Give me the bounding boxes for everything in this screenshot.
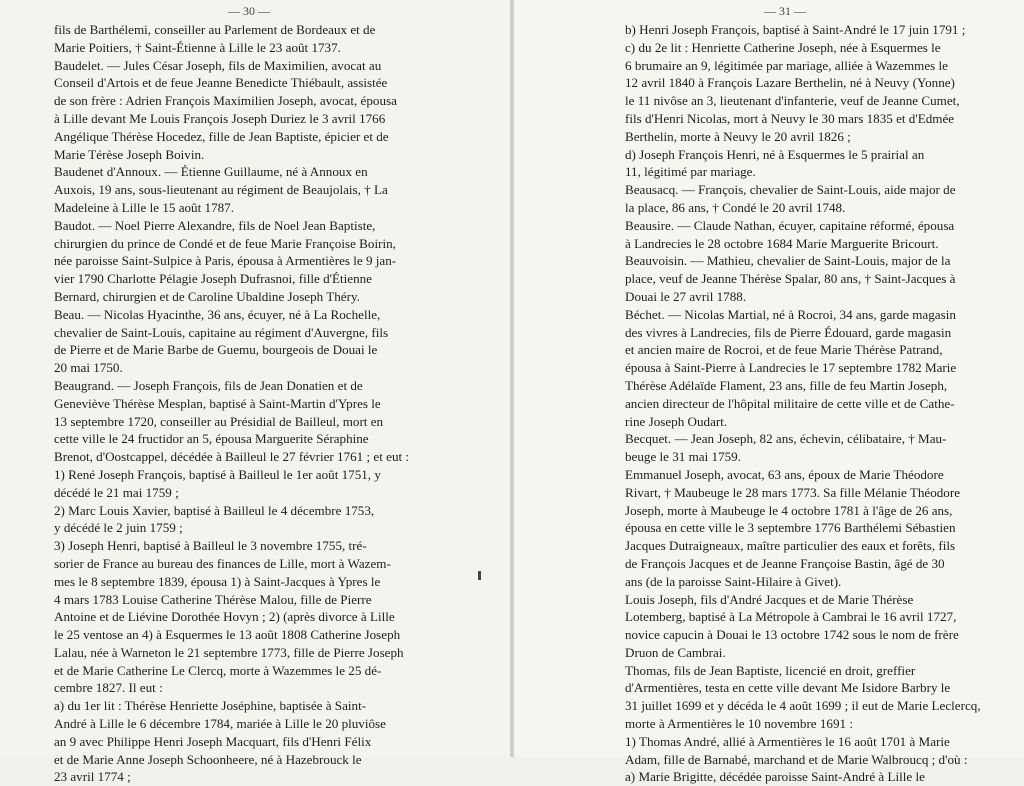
margin-mark [478,571,481,580]
text-line: Joseph, morte à Maubeuge le 4 octobre 1781 à l'âge de 26 ans, [625,502,953,518]
text-line: Jacques Dutraigneaux, maître particulier des eaux et forêts, fils [625,538,956,554]
text-line: et de Marie Anne Joseph Schoonheere, né à Hazebrouck le [54,751,362,767]
text-line: de son frère : Adrien François Maximilien Joseph, avocat, épousa [54,93,397,109]
text-line: de François Jacques et de Jeanne Françoise Bastin, âgé de 30 [625,555,945,571]
text-line: et ancien maire de Rocroi, et de feue Marie Thérèse Patrand, [625,342,943,358]
text-line: 3) Joseph Henri, baptisé à Bailleul le 3 novembre 1755, tré- [54,538,367,554]
text-line: d) Joseph François Henri, né à Esquermes le 5 prairial an [625,146,925,162]
text-line: Geneviève Thérèse Mesplan, baptisé à Saint-Martin d'Ypres le [54,395,381,411]
text-line: Beausacq. — François, chevalier de Saint-Louis, aide major de [625,182,956,198]
text-line: ans (de la paroisse Saint-Hilaire à Givet). [625,573,842,589]
text-line: mes le 8 septembre 1839, épousa 1) à Saint-Jacques à Ypres le [54,573,381,589]
text-line: Baudelet. — Jules César Joseph, fils de Maximilien, avocat au [54,57,382,73]
text-line: 13 septembre 1720, conseiller au Présidial de Bailleul, mort en [54,413,384,429]
text-line: chevalier de Saint-Louis, capitaine au régiment d'Auvergne, fils [54,324,389,340]
right-page [514,0,1024,785]
text-line: Thérèse Adélaïde Flament, 23 ans, fille de feu Martin Joseph, [625,377,948,393]
text-line: 1) Thomas André, allié à Armentières le 16 août 1701 à Marie [625,733,950,749]
text-line: Antoine et de Liévine Dorothée Hovyn ; 2) (après divorce à Lille [54,609,395,625]
text-line: décédé le 21 mai 1759 ; [54,484,179,500]
text-line: beuge le 31 mai 1759. [625,449,741,465]
page-text [54,21,450,786]
text-line: Louis Joseph, fils d'André Jacques et de Marie Thérèse [625,591,914,607]
text-line: y décédé le 2 juin 1759 ; [54,520,183,536]
text-line: 12 avril 1840 à François Lazare Berthelin, né à Neuvy (Yonne) [625,75,955,91]
text-line: 23 avril 1774 ; [54,769,131,785]
text-line: novice capucin à Douai le 13 octobre 1742 sous le nom de frère [625,627,959,643]
text-line: Beausire. — Claude Nathan, écuyer, capitaine réformé, épousa [625,217,955,233]
text-line: place, veuf de Jeanne Thérèse Spalar, 80 ans, † Saint-Jacques à [625,271,956,287]
text-line: c) du 2e lit : Henriette Catherine Joseph, née à Esquermes le [625,39,941,55]
text-line: rine Joseph Oudart. [625,413,728,429]
text-line: Emmanuel Joseph, avocat, 63 ans, époux de Marie Théodore [625,466,944,482]
text-line: épousa à Saint-Pierre à Landrecies le 17 septembre 1782 Marie [625,360,957,376]
left-page [0,0,510,785]
text-line: 20 mai 1750. [54,360,123,376]
text-line: à Landrecies le 28 octobre 1684 Marie Marguerite Bricourt. [625,235,939,251]
text-line: Beau. — Nicolas Hyacinthe, 36 ans, écuyer, né à La Rochelle, [54,306,381,322]
text-line: Baudot. — Noel Pierre Alexandre, fils de Noel Jean Baptiste, [54,217,376,233]
text-line: Beauvoisin. — Mathieu, chevalier de Saint-Louis, major de la [625,253,951,269]
text-line: a) du 1er lit : Thérèse Henriette Joséphine, baptisée à Saint- [54,698,367,714]
text-line: Marie Poitiers, † Saint-Étienne à Lille le 23 août 1737. [54,39,341,55]
text-line: Angélique Thérèse Hocedez, fille de Jean Baptiste, épicier et de [54,128,389,144]
text-line: des vivres à Landrecies, fils de Pierre Édouard, garde magasin [625,324,952,340]
text-line: Baudenet d'Annoux. — Étienne Guillaume, né à Annoux en [54,164,368,180]
text-line: et de Marie Catherine Le Clercq, morte à Wazemmes le 25 dé- [54,662,382,678]
text-line: la place, 86 ans, † Condé le 20 avril 1748. [625,199,846,215]
text-line: Berthelin, morte à Neuvy le 20 avril 1826 ; [625,128,851,144]
text-line: Becquet. — Jean Joseph, 82 ans, échevin, célibataire, † Mau- [625,431,947,447]
text-line: à Lille devant Me Louis François Joseph Duriez le 3 avril 1766 [54,110,386,126]
text-line: sorier de France au bureau des finances de Lille, mort à Wazem- [54,555,391,571]
text-line: morte à Armentières le 10 novembre 1691 : [625,716,853,732]
text-line: Auxois, 19 ans, sous-lieutenant au régiment de Beaujolais, † La [54,182,388,198]
text-line: Rivart, † Maubeuge le 28 mars 1773. Sa fille Mélanie Théodore [625,484,961,500]
text-line: d'Armentières, testa en cette ville devant Me Isidore Barbry le [625,680,951,696]
text-line: le 25 ventose an 4) à Esquermes le 13 août 1808 Catherine Joseph [54,627,401,643]
text-line: ancien directeur de l'hôpital militaire de cette ville et de Cathe- [625,395,955,411]
text-line: an 9 avec Philippe Henri Joseph Macquart, fils d'Henri Félix [54,733,372,749]
text-line: Druon de Cambrai. [625,644,726,660]
text-line: b) Henri Joseph François, baptisé à Saint-André le 17 juin 1791 ; [625,22,966,37]
text-line: 31 juillet 1699 et y décéda le 4 août 1699 ; il eut de Marie Leclercq, [625,698,981,714]
text-line: 4 mars 1783 Louise Catherine Thérèse Malou, fille de Pierre [54,591,372,607]
text-line: vier 1790 Charlotte Pélagie Joseph Dufrasnoi, fille d'Étienne [54,271,372,287]
text-line: née paroisse Saint-Sulpice à Paris, épousa à Armentières le 9 jan- [54,253,397,269]
page-number: — 30 — [228,4,270,18]
text-line: cette ville le 24 fructidor an 5, épousa Marguerite Séraphine [54,431,369,447]
page-number: — 31 — [764,4,806,18]
text-line: cembre 1827. Il eut : [54,680,163,696]
text-line: 11, légitimé par mariage. [625,164,756,180]
text-line: Bernard, chirurgien et de Caroline Ubaldine Joseph Théry. [54,288,360,304]
text-line: Brenot, d'Oostcappel, décédée à Bailleul le 27 février 1761 ; et eut : [54,449,410,465]
text-line: Madeleine à Lille le 15 août 1787. [54,199,234,215]
text-line: de Pierre et de Marie Barbe de Guemu, bourgeois de Douai le [54,342,378,358]
text-line: le 11 nivôse an 3, lieutenant d'infanterie, veuf de Jeanne Cumet, [625,93,960,109]
text-line: 6 brumaire an 9, légitimée par mariage, alliée à Wazemmes le [625,57,948,73]
text-line: a) Marie Brigitte, décédée paroisse Saint-André à Lille le [625,769,925,785]
text-line: fils d'Henri Nicolas, mort à Neuvy le 30 mars 1835 et d'Edmée [625,110,955,126]
text-line: épousa en cette ville le 3 septembre 1776 Barthélemi Sébastien [625,520,956,536]
text-line: chirurgien du prince de Condé et de feue Marie Françoise Boirin, [54,235,396,251]
text-line: Marie Térèse Joseph Boivin. [54,146,205,162]
text-line: Lotemberg, baptisé à La Métropole à Cambrai le 16 avril 1727, [625,609,957,625]
text-line: Beaugrand. — Joseph François, fils de Jean Donatien et de [54,377,363,393]
text-line: Béchet. — Nicolas Martial, né à Rocroi, 34 ans, garde magasin [625,306,956,322]
text-line: fils de Barthélemi, conseiller au Parlement de Bordeaux et de [54,22,376,37]
text-line: Conseil d'Artois et de feue Jeanne Benedicte Thiébault, assistée [54,75,388,91]
page-text [625,21,1004,786]
text-line: Thomas, fils de Jean Baptiste, licencié en droit, greffier [625,662,916,678]
text-line: Lalau, née à Warneton le 21 septembre 1773, fille de Pierre Joseph [54,644,404,660]
text-line: Adam, fille de Barnabé, marchand et de Marie Walbroucq ; d'où : [625,751,968,767]
text-line: Douai le 27 avril 1788. [625,288,747,304]
text-line: 1) René Joseph François, baptisé à Bailleul le 1er août 1751, y [54,466,381,482]
text-line: André à Lille le 6 décembre 1784, mariée à Lille le 20 pluviôse [54,716,386,732]
text-line: 2) Marc Louis Xavier, baptisé à Bailleul le 4 décembre 1753, [54,502,375,518]
